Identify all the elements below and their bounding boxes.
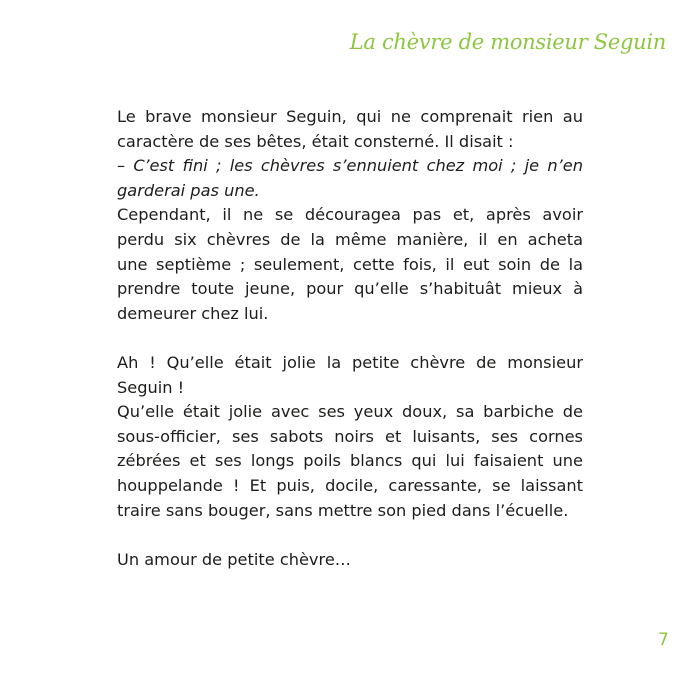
text-line: Cependant, il ne se découragea pas et, après avoir [117,205,583,225]
paragraph [117,105,583,326]
text-line: – C’est fini ; les chèvres s’ennuient chez moi ; je n’en [117,156,583,176]
text-line: Ah ! Qu’elle était jolie la petite chèvre de monsieur [117,352,583,372]
paragraph-gap [117,326,583,351]
text-line: Le brave monsieur Seguin, qui ne comprenait rien au [117,107,583,126]
text-line: traire sans bouger, sans mettre son pied dans l’écuelle. [117,500,569,520]
text-line: houppelande ! Et puis, docile, caressante, se laissant [117,475,583,495]
text-line: demeurer chez lui. [117,303,269,323]
text-line: une septième ; seulement, cette fois, il eut soin de la [117,254,583,274]
page-number: 7 [658,630,669,650]
paragraph [117,548,583,573]
text-line: caractère de ses bêtes, était consterné. Il disait : [117,131,514,151]
paragraph [117,351,583,523]
text-line: zébrées et ses longs poils blancs qui lui faisaient une [117,451,583,471]
text-line: Qu’elle était jolie avec ses yeux doux, sa barbiche de [117,402,583,422]
text-line: garderai pas une. [117,180,260,200]
text-line: sous-officier, ses sabots noirs et luisants, ses cornes [117,426,583,446]
text-line: Un amour de petite chèvre… [117,549,351,569]
paragraph-gap [117,523,583,548]
story-text [117,105,583,572]
text-line: prendre toute jeune, pour qu’elle s’habituât mieux à [117,279,583,299]
running-title: La chèvre de monsieur Seguin [349,30,666,54]
text-line: Seguin ! [117,377,185,397]
text-line: perdu six chèvres de la même manière, il en acheta [117,229,583,249]
